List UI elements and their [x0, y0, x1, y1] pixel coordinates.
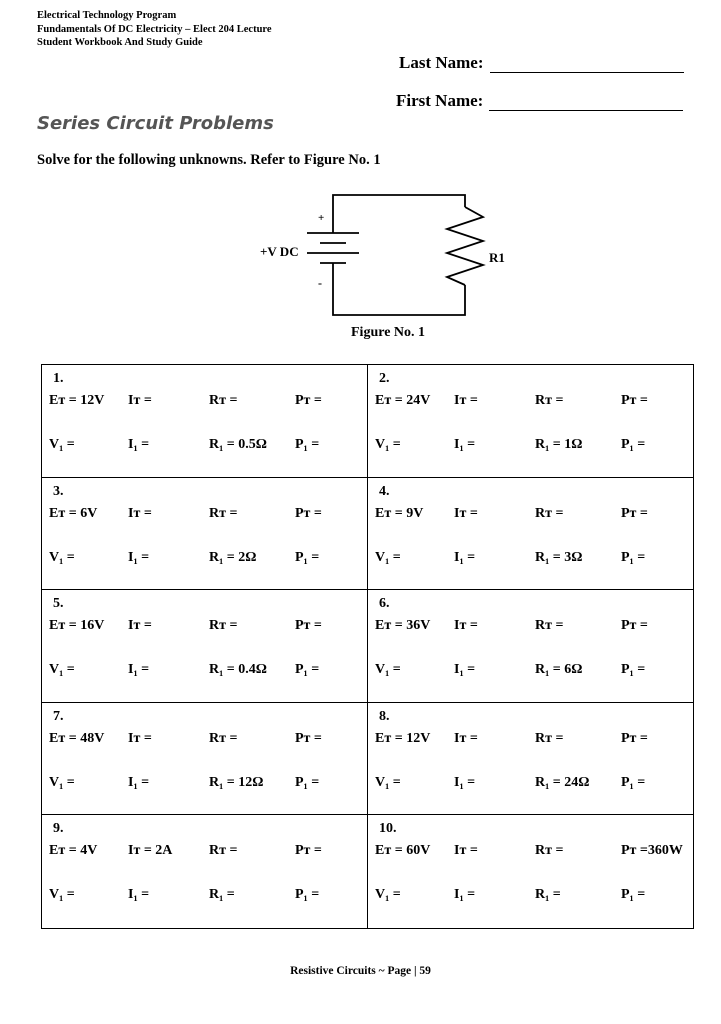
resistor-power: P₁ = — [295, 549, 320, 565]
problem-number: 1. — [53, 371, 64, 386]
problem-cell — [42, 590, 368, 703]
first-name-label: First Name: — [396, 91, 484, 110]
problem-number: 4. — [379, 483, 390, 499]
figure-caption: Figure No. 1 — [351, 325, 426, 340]
total-resistance: Rᴛ = — [209, 843, 238, 859]
resistor-voltage: V₁ = — [375, 774, 401, 790]
total-voltage: Eᴛ = 12V — [49, 393, 105, 408]
total-current: Iᴛ = — [454, 843, 478, 859]
battery-minus-sign: - — [318, 276, 322, 290]
page-footer: Resistive Circuits ~ Page | 59 — [290, 965, 431, 977]
resistor-voltage: V₁ = — [49, 662, 75, 678]
total-current: Iᴛ = — [454, 730, 478, 746]
problem-cell — [42, 815, 368, 928]
resistor-resistance: R₁ = — [209, 887, 235, 903]
total-resistance: Rᴛ = — [535, 505, 564, 521]
resistor-voltage: V₁ = — [375, 437, 401, 452]
last-name-row — [399, 53, 684, 73]
wire-top — [333, 195, 465, 233]
resistor-power: P₁ = — [621, 549, 646, 565]
resistor-current: I₁ = — [128, 662, 150, 678]
total-voltage: Eᴛ = 4V — [49, 843, 98, 859]
total-power: Pᴛ = — [621, 393, 648, 408]
problem-cell — [368, 703, 693, 816]
total-current: Iᴛ = — [128, 730, 152, 746]
total-current: Iᴛ = — [454, 505, 478, 521]
resistor-power: P₁ = — [621, 662, 646, 678]
problem-number: 6. — [379, 596, 390, 612]
resistor-voltage: V₁ = — [49, 437, 75, 452]
total-resistance: Rᴛ = — [209, 618, 238, 634]
resistor-resistance: R₁ = 24Ω — [535, 774, 590, 790]
resistor-resistance: R₁ = 2Ω — [209, 549, 257, 565]
resistor-voltage: V₁ = — [49, 774, 75, 790]
resistor-current: I₁ = — [128, 887, 150, 903]
total-power: Pᴛ = — [621, 505, 648, 521]
resistor-voltage: V₁ = — [375, 887, 401, 903]
problem-cell — [42, 365, 368, 478]
resistor-zigzag — [447, 207, 483, 285]
total-power: Pᴛ = — [295, 730, 322, 746]
resistor-power: P₁ = — [621, 774, 646, 790]
total-current: Iᴛ = — [128, 393, 152, 408]
resistor-voltage: V₁ = — [49, 887, 75, 903]
total-resistance: Rᴛ = — [535, 730, 564, 746]
total-current: Iᴛ = 2A — [128, 843, 173, 859]
problem-number: 7. — [53, 708, 64, 724]
resistor-power: P₁ = — [621, 437, 646, 452]
total-voltage: Eᴛ = 60V — [375, 843, 431, 859]
resistor-power: P₁ = — [295, 662, 320, 678]
instructions: Solve for the following unknowns. Refer to Figure No. 1 — [37, 152, 381, 168]
problem-cell — [368, 590, 693, 703]
problem-number: 9. — [53, 821, 64, 837]
last-name-label: Last Name: — [399, 53, 484, 72]
total-power: Pᴛ = — [295, 618, 322, 634]
header-course: Fundamentals Of DC Electricity – Elect 204 Lecture — [37, 23, 272, 35]
resistor-power: P₁ = — [295, 437, 320, 452]
total-resistance: Rᴛ = — [209, 393, 238, 408]
problem-number: 2. — [379, 371, 390, 386]
resistor-current: I₁ = — [454, 662, 476, 678]
total-voltage: Eᴛ = 48V — [49, 730, 105, 746]
battery-plus-sign: + — [318, 212, 325, 224]
resistor-current: I₁ = — [128, 774, 150, 790]
header-workbook: Student Workbook And Study Guide — [37, 37, 203, 48]
problem-number: 5. — [53, 596, 64, 612]
total-power: Pᴛ = — [621, 618, 648, 634]
total-resistance: Rᴛ = — [535, 843, 564, 859]
problem-cell — [368, 478, 693, 591]
resistor-resistance: R₁ = 0.5Ω — [209, 437, 267, 452]
total-resistance: Rᴛ = — [535, 393, 564, 408]
resistor-current: I₁ = — [128, 437, 150, 452]
problem-number: 8. — [379, 708, 390, 724]
problem-number: 10. — [379, 821, 397, 837]
total-current: Iᴛ = — [454, 393, 478, 408]
document-header — [37, 9, 272, 50]
problem-cell — [42, 703, 368, 816]
total-voltage: Eᴛ = 36V — [375, 618, 431, 634]
total-power: Pᴛ = — [295, 393, 322, 408]
total-voltage: Eᴛ = 16V — [49, 618, 105, 634]
last-name-blank[interactable] — [490, 54, 684, 73]
resistor-resistance: R₁ = — [535, 887, 561, 903]
total-voltage: Eᴛ = 12V — [375, 730, 431, 746]
resistor-voltage: V₁ = — [49, 549, 75, 565]
source-label: +V DC — [260, 244, 299, 259]
resistor-current: I₁ = — [454, 549, 476, 565]
resistor-current: I₁ = — [454, 774, 476, 790]
resistor-resistance: R₁ = 6Ω — [535, 662, 583, 678]
resistor-current: I₁ = — [454, 887, 476, 903]
resistor-current: I₁ = — [128, 549, 150, 565]
resistor-label: R1 — [489, 250, 505, 265]
resistor-power: P₁ = — [621, 887, 646, 903]
resistor-resistance: R₁ = 3Ω — [535, 549, 583, 565]
problem-cell — [42, 478, 368, 591]
total-power: Pᴛ = — [295, 505, 322, 521]
circuit-diagram — [250, 185, 510, 325]
total-power: Pᴛ =360W — [621, 843, 683, 859]
resistor-resistance: R₁ = 1Ω — [535, 437, 583, 452]
resistor-resistance: R₁ = 12Ω — [209, 774, 264, 790]
resistor-power: P₁ = — [295, 774, 320, 790]
resistor-resistance: R₁ = 0.4Ω — [209, 662, 267, 678]
total-power: Pᴛ = — [621, 730, 648, 746]
resistor-current: I₁ = — [454, 437, 476, 452]
problems-table — [41, 364, 694, 929]
total-resistance: Rᴛ = — [209, 505, 238, 521]
total-resistance: Rᴛ = — [535, 618, 564, 634]
resistor-power: P₁ = — [295, 887, 320, 903]
resistor-voltage: V₁ = — [375, 549, 401, 565]
problem-number: 3. — [53, 483, 64, 499]
total-voltage: Eᴛ = 6V — [49, 505, 98, 521]
problem-cell — [368, 815, 693, 928]
total-voltage: Eᴛ = 9V — [375, 505, 424, 521]
header-program: Electrical Technology Program — [37, 10, 177, 21]
first-name-row — [396, 91, 683, 111]
problem-cell — [368, 365, 693, 478]
resistor-voltage: V₁ = — [375, 662, 401, 678]
total-current: Iᴛ = — [128, 618, 152, 634]
total-resistance: Rᴛ = — [209, 730, 238, 746]
total-current: Iᴛ = — [128, 505, 152, 521]
total-power: Pᴛ = — [295, 843, 322, 859]
total-current: Iᴛ = — [454, 618, 478, 634]
total-voltage: Eᴛ = 24V — [375, 393, 431, 408]
wire-bottom — [333, 263, 465, 315]
first-name-blank[interactable] — [489, 92, 683, 111]
section-title: Series Circuit Problems — [37, 113, 274, 134]
